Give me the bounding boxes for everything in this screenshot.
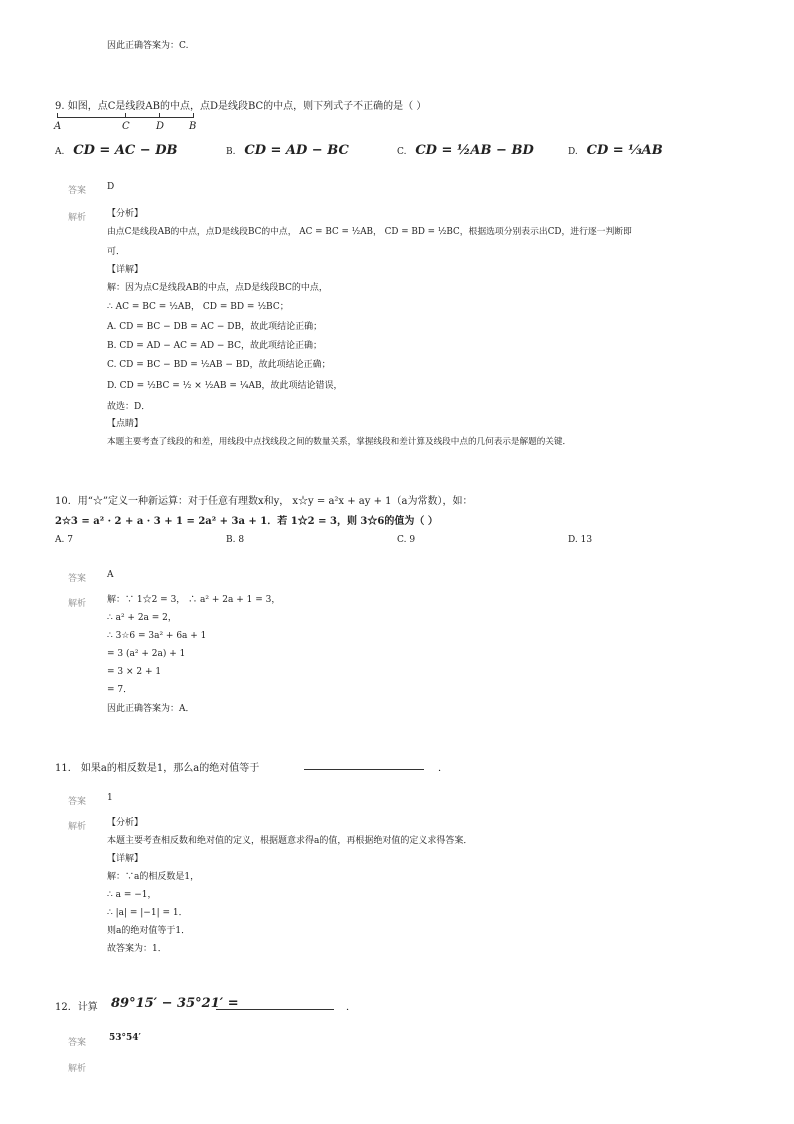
q11-analysis-line: ∴ a = −1，: [107, 890, 157, 900]
q10-stem-line2: 2☆3 = a² · 2 + a · 3 + 1 = 2a² + 3a + 1．若 1☆2 = 3，则 3☆6的值为（ ）: [55, 516, 438, 527]
q12-answer: 53°54′: [109, 1033, 141, 1043]
q10-answer: A: [107, 570, 114, 580]
tick-c: [125, 113, 126, 118]
q11-answer-blank: [304, 769, 424, 770]
q10-analysis-line: = 7．: [107, 685, 133, 695]
q11-analysis-line: 则a的绝对值等于1．: [107, 926, 191, 936]
point-label-d: D: [156, 121, 165, 132]
q9-option-b: B. CD = AD − BC: [226, 143, 349, 158]
q9-analysis-line: 由点C是线段AB的中点，点D是线段BC的中点， AC = BC = ½AB， CD = BD = ½BC，根据选项分别表示出CD，进行逐一判断即: [107, 227, 632, 237]
point-label-b: B: [189, 121, 197, 132]
q11-stem-end: ．: [438, 763, 448, 774]
q10-analysis-line: 因此正确答案为：A．: [107, 704, 195, 714]
q9-stem: 9. 如图，点C是线段AB的中点，点D是线段BC的中点，则下列式子不正确的是（ ）: [55, 101, 427, 112]
q9-analysis-line: C. CD = BC − BD = ½AB − BD，故此项结论正确；: [107, 360, 331, 370]
point-label-a: A: [54, 121, 62, 132]
q11-analysis-line: 故答案为：1．: [107, 944, 167, 954]
q11-analysis-line: 【详解】: [107, 854, 144, 864]
q11-answer-label: 答案: [68, 797, 87, 807]
q9-option-a: A. CD = AC − DB: [55, 143, 178, 158]
q11-analysis-label: 解析: [68, 822, 87, 832]
q11-analysis-line: ∴ |a| = |−1| = 1．: [107, 908, 188, 918]
q10-analysis-line: ∴ a² + 2a = 2，: [107, 613, 177, 623]
q12-stem-prefix: 12．计算: [55, 1002, 98, 1013]
q9-analysis-label: 解析: [68, 213, 87, 223]
q10-analysis-line: 解：∵ 1☆2 = 3， ∴ a² + 2a + 1 = 3，: [107, 595, 281, 605]
q9-answer: D: [107, 182, 115, 192]
q9-answer-label: 答案: [68, 186, 87, 196]
q12-expression: 89°15′ − 35°21′ =: [111, 996, 239, 1011]
q10-option-c: C. 9: [397, 535, 416, 545]
q9-analysis-line: A. CD = BC − DB = AC − DB，故此项结论正确；: [107, 322, 323, 332]
tick-d: [159, 113, 160, 118]
q9-option-d: D. CD = ⅓AB: [568, 143, 663, 158]
tick-b: [193, 113, 194, 118]
q10-analysis-line: ∴ 3☆6 = 3a² + 6a + 1: [107, 631, 207, 641]
q9-analysis-line: 【分析】: [107, 209, 144, 219]
q10-analysis-line: = 3 (a² + 2a) + 1: [107, 649, 186, 659]
tick-a: [57, 113, 58, 118]
q11-answer: 1: [107, 793, 113, 803]
q12-stem-end: ．: [346, 1002, 356, 1013]
q9-analysis-line: 【点睛】: [107, 419, 144, 429]
point-label-c: C: [122, 121, 130, 132]
q9-analysis-line: 本题主要考查了线段的和差，用线段中点找线段之间的数量关系，掌握线段和差计算及线段中点的几何表示是解题的关键．: [107, 437, 572, 447]
q11-analysis-line: 本题主要考查相反数和绝对值的定义，根据题意求得a的值，再根据绝对值的定义求得答案．: [107, 836, 473, 846]
q9-analysis-line: 【详解】: [107, 265, 144, 275]
q10-option-d: D. 13: [568, 535, 593, 545]
q9-option-c: C. CD = ½AB − BD: [397, 143, 534, 158]
q11-analysis-line: 【分析】: [107, 818, 144, 828]
q9-analysis-line: D. CD = ½BC = ½ × ½AB = ¼AB，故此项结论错误，: [107, 381, 343, 391]
q10-option-b: B. 8: [226, 535, 245, 545]
q9-analysis-line: B. CD = AD − AC = AD − BC，故此项结论正确；: [107, 341, 322, 351]
q9-analysis-line: 可．: [107, 247, 126, 257]
q10-stem-line1: 10．用“☆”定义一种新运算：对于任意有理数x和y， x☆y = a²x + ay + 1（a为常数），如：: [55, 496, 473, 507]
q12-answer-label: 答案: [68, 1038, 87, 1048]
q10-option-a: A. 7: [55, 535, 73, 545]
q11-stem: 11． 如果a的相反数是1，那么a的绝对值等于: [55, 763, 260, 774]
q9-analysis-line: 解：因为点C是线段AB的中点，点D是线段BC的中点，: [107, 283, 328, 293]
q10-answer-label: 答案: [68, 574, 87, 584]
q12-analysis-label: 解析: [68, 1064, 87, 1074]
q9-analysis-line: 故选：D．: [107, 402, 151, 412]
previous-answer-line: 因此正确答案为：C.: [107, 41, 189, 51]
q9-analysis-line: ∴ AC = BC = ½AB， CD = BD = ½BC；: [107, 302, 289, 312]
q10-analysis-line: = 3 × 2 + 1: [107, 667, 162, 677]
q11-analysis-line: 解：∵a的相反数是1，: [107, 872, 200, 882]
q10-analysis-label: 解析: [68, 599, 87, 609]
q12-answer-blank: [216, 1009, 334, 1010]
